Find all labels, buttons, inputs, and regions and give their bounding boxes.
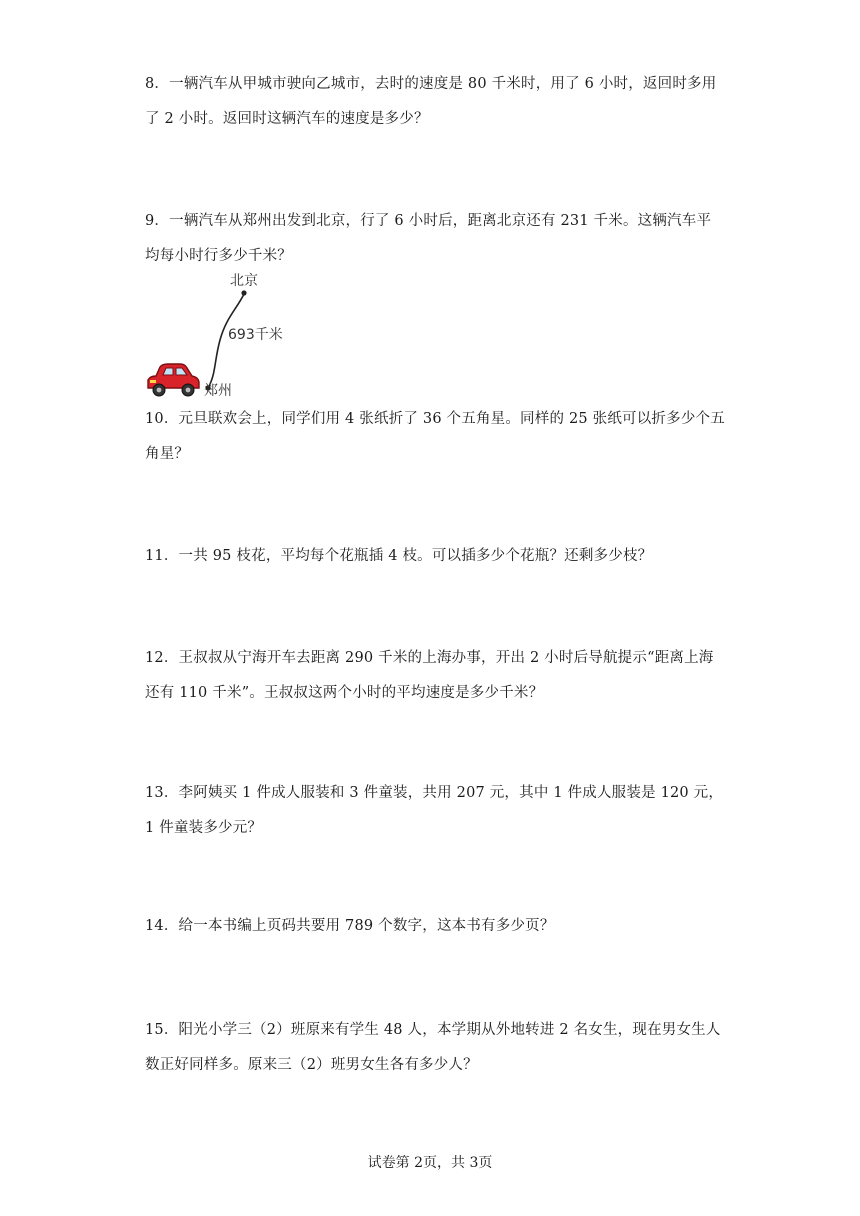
question-11: 11．一共 95 枝花，平均每个花瓶插 4 枝。可以插多少个花瓶？还剩多少枝？	[145, 548, 653, 564]
question-14: 14．给一本书编上页码共要用 789 个数字，这本书有多少页？	[145, 918, 555, 934]
car-icon	[142, 362, 202, 400]
question-12: 12．王叔叔从宁海开车去距离 290 千米的上海办事，开出 2 小时后导航提示“距离上海还有 110 千米”。王叔叔这两个小时的平均速度是多少千米？	[145, 650, 714, 701]
zhengzhou-label: 郑州	[204, 383, 232, 399]
distance-label: 693千米	[228, 327, 283, 343]
question-10: 10．元旦联欢会上，同学们用 4 张纸折了 36 个五角星。同样的 25 张纸可以折多少个五角星？	[145, 411, 725, 462]
question-13: 13．李阿姨买 1 件成人服装和 3 件童装，共用 207 元，其中 1 件成人服装是 120 元，1 件童装多少元？	[145, 785, 724, 836]
beijing-label: 北京	[230, 273, 258, 289]
question-8: 8．一辆汽车从甲城市驶向乙城市，去时的速度是 80 千米时，用了 6 小时，返回时多用了 2 小时。返回时这辆汽车的速度是多少？	[145, 76, 717, 127]
page-footer: 试卷第 2页，共 3页	[367, 1155, 493, 1171]
question-15: 15．阳光小学三（2）班原来有学生 48 人，本学期从外地转进 2 名女生，现在男女生人数正好同样多。原来三（2）班男女生各有多少人？	[145, 1022, 721, 1073]
question-9: 9．一辆汽车从郑州出发到北京，行了 6 小时后，距离北京还有 231 千米。这辆汽车平均每小时行多少千米？	[145, 213, 712, 264]
route-diagram	[140, 262, 320, 407]
